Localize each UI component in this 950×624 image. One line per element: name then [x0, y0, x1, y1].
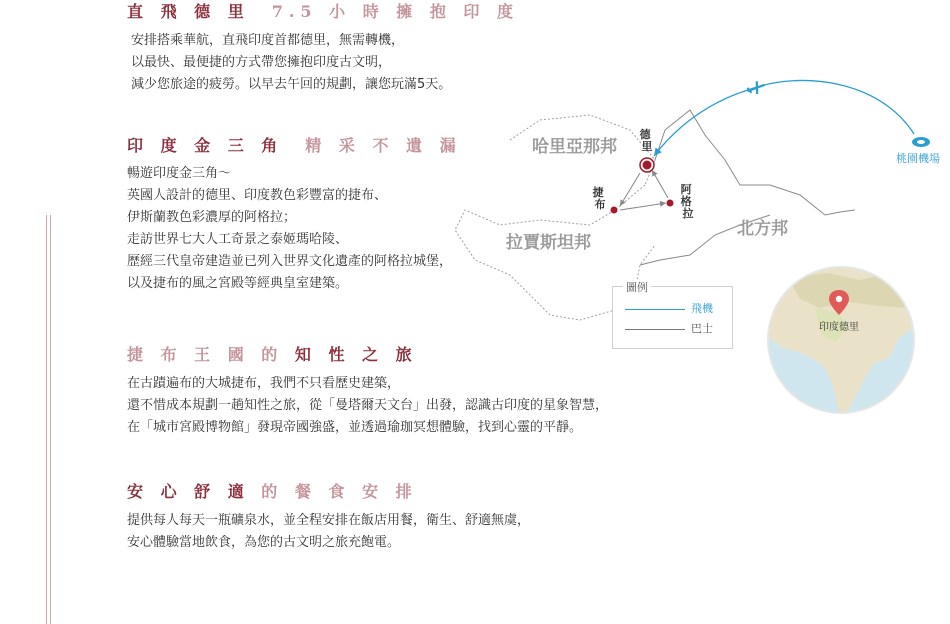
text-line: 伊斯蘭教色彩濃厚的阿格拉； — [127, 210, 297, 225]
plane-route-arrival — [654, 90, 748, 156]
text-line: 安排搭乘華航，直飛印度首都德里，無需轉機， — [131, 33, 405, 48]
text-line: 以最快、最便捷的方式帶您擁抱印度古文明， — [131, 55, 392, 70]
section-body-meals — [127, 510, 530, 554]
section-body-golden-triangle — [127, 163, 452, 295]
section-title-golden-triangle: 印 度 金 三 角 精 采 不 遺 漏 — [127, 136, 462, 155]
section-title-jaipur: 捷 布 王 國 的 知 性 之 旅 — [127, 345, 418, 364]
text-line: 暢遊印度金三角～ — [127, 166, 232, 181]
bus-line-swatch — [625, 329, 685, 330]
region-label-haryana: 哈里亞那邦 — [532, 137, 617, 157]
minimap-label: 印度德里 — [819, 322, 859, 333]
plane-icon — [745, 79, 766, 96]
agra-marker — [667, 200, 674, 207]
text-line: 以及捷布的風之宮殿等經典皇室建築。 — [127, 276, 349, 291]
legend-label-bus: 巴士 — [691, 322, 713, 335]
section-body-jaipur — [127, 373, 608, 439]
text-line: 提供每人每天一瓶礦泉水，並全程安排在飯店用餐，衛生、舒適無虞， — [127, 513, 531, 528]
plane-route — [748, 80, 914, 134]
text-line: 走訪世界七大人工奇景之泰姬瑪哈陵、 — [127, 232, 349, 247]
bus-route-jaipur-agra — [620, 203, 666, 210]
airport-label: 桃園機場 — [896, 152, 940, 165]
section-title-meals: 安 心 舒 適 的 餐 食 安 排 — [127, 482, 418, 501]
region-label-rajasthan: 拉賈斯坦邦 — [506, 233, 591, 253]
map-legend — [612, 281, 733, 349]
text-line: 英國人設計的德里、印度教色彩豐富的捷布、 — [127, 188, 388, 203]
india-minimap — [767, 266, 915, 414]
section-body-direct-flight — [131, 30, 451, 96]
decorative-rule-right — [50, 215, 51, 624]
text-line: 還不惜成本規劃一趟知性之旅，從「曼塔爾天文台」出發，認識古印度的星象智慧， — [127, 398, 609, 413]
plane-line-swatch — [625, 309, 685, 310]
text-line: 減少您旅途的疲勞。以早去午回的規劃，讓您玩滿5天。 — [131, 77, 452, 92]
text-line: 在「城市宮殿博物館」發現帝國強盛，並透過瑜珈冥想體驗，找到心靈的平靜。 — [127, 420, 583, 435]
text-line: 歷經三代皇帝建造並已列入世界文化遺產的阿格拉城堡， — [127, 254, 453, 269]
legend-row-bus — [625, 322, 729, 336]
city-label-agra: 阿 格 拉 — [680, 183, 694, 220]
bus-route-agra-delhi — [652, 170, 668, 198]
text-line: 在古蹟遍布的大城捷布，我們不只看歷史建築， — [127, 376, 401, 391]
legend-title: 圖例 — [623, 279, 651, 295]
legend-row-plane — [625, 302, 729, 316]
city-label-jaipur: 捷 布 — [592, 186, 606, 211]
decorative-rule-left — [46, 215, 47, 624]
text-line: 安心體驗當地飲食，為您的古文明之旅充飽電。 — [127, 535, 401, 550]
region-label-north: 北方邦 — [737, 219, 788, 239]
section-title-direct-flight: 直 飛 德 里 7.5 小 時 擁 抱 印 度 — [127, 2, 519, 21]
bus-route-delhi-jaipur — [620, 173, 640, 206]
jaipur-marker — [611, 207, 618, 214]
legend-label-plane: 飛機 — [691, 302, 713, 315]
city-label-delhi: 德 里 — [639, 128, 653, 153]
